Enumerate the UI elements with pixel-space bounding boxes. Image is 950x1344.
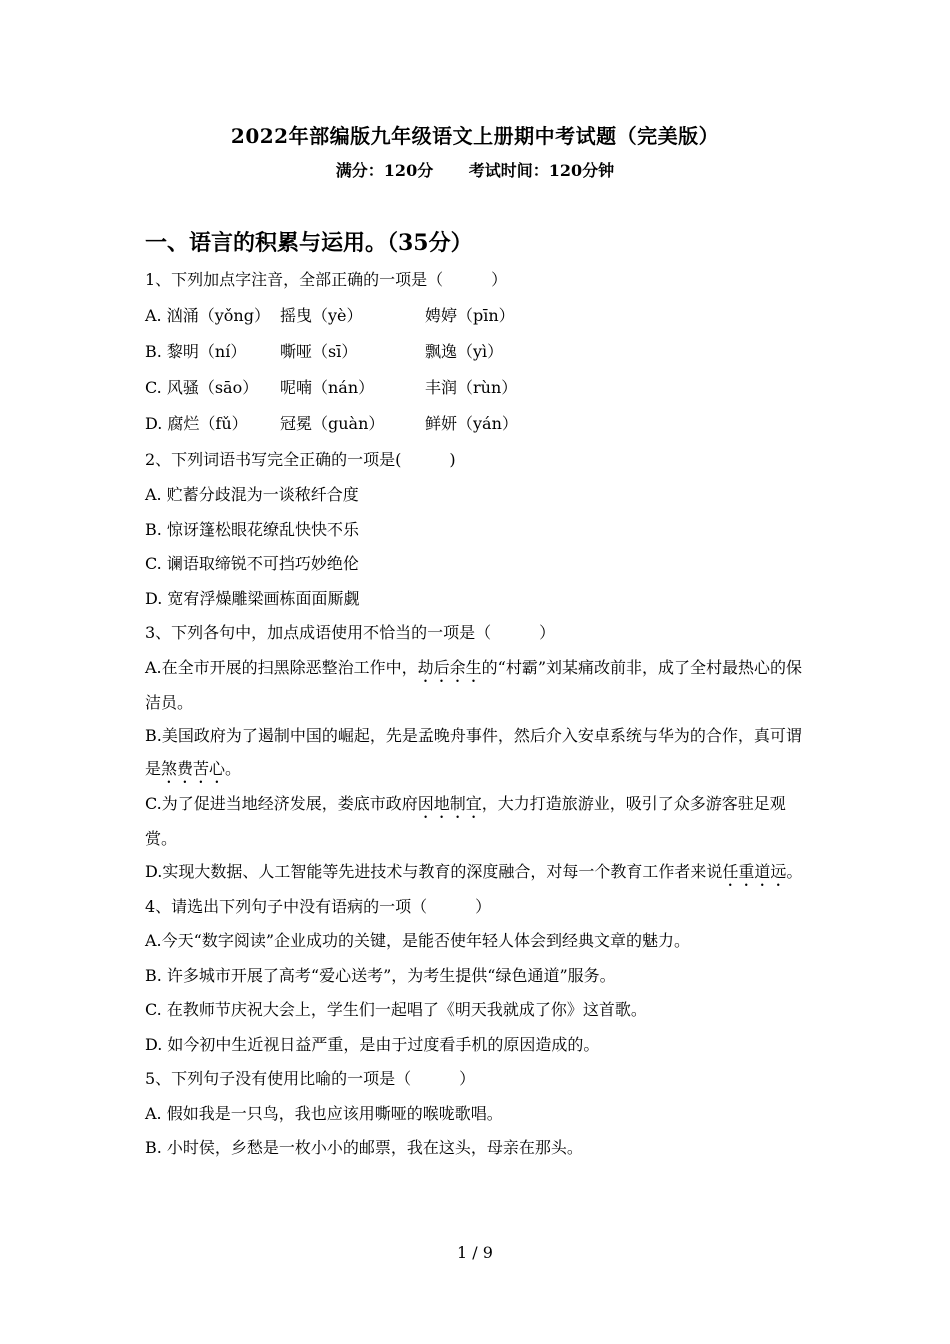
option-item: 娉婷（pīn） bbox=[425, 306, 515, 325]
option-item: B. 黎明（ní） bbox=[145, 342, 247, 361]
option-item: 冠冕（guàn） bbox=[280, 414, 385, 433]
option-item: 巧妙绝伦 bbox=[294, 554, 359, 573]
option-paragraph bbox=[145, 855, 815, 890]
questions bbox=[145, 262, 815, 1166]
option-text: 的“村霸”刘某痛改前非，成了全村最热心的保洁员。 bbox=[145, 657, 803, 712]
option-item: A. 贮蓄 bbox=[145, 485, 199, 504]
dotted-idiom: 煞费苦心 bbox=[161, 758, 226, 778]
option-item: 快快不乐 bbox=[294, 519, 359, 539]
option-text: D.实现大数据、人工智能等先进技术与教育的深度融合，对每一个教育工作者来说 bbox=[145, 861, 723, 881]
option-item: 眼花缭乱 bbox=[230, 519, 295, 539]
option-item: A. 汹涌（yǒng） bbox=[145, 306, 270, 325]
option-item: 嘶哑（sī） bbox=[280, 342, 358, 361]
option-item: C. 谰语 bbox=[145, 554, 199, 573]
option-text: A.在全市开展的扫黑除恶整治工作中， bbox=[145, 657, 418, 677]
option-item: 篷松 bbox=[198, 519, 231, 539]
exam-title: 2022年部编版九年级语文上册期中考试题（完美版） bbox=[230, 124, 720, 148]
option-item: B. 惊讶 bbox=[145, 519, 199, 539]
option-item: C. 风骚（sāo） bbox=[145, 378, 259, 397]
question-stem: 5、下列句子没有使用比喻的一项是（ ） bbox=[145, 1069, 476, 1088]
question-stem: 4、请选出下列句子中没有语病的一项（ ） bbox=[145, 896, 492, 916]
option-item: 飘逸（yì） bbox=[425, 342, 504, 361]
option-row bbox=[145, 547, 815, 582]
option-line: C. 在教师节庆祝大会上，学生们一起唱了《明天我就成了你》这首歌。 bbox=[145, 1000, 647, 1019]
option-item: D. 宽宥 bbox=[145, 588, 200, 608]
option-item: 丰润（rùn） bbox=[425, 378, 518, 397]
option-line: A. 假如我是一只鸟，我也应该用嘶哑的喉咙歌唱。 bbox=[145, 1103, 503, 1123]
option-item: 秾纤合度 bbox=[294, 485, 359, 504]
option-item: 雕梁画栋 bbox=[231, 588, 296, 608]
question-stem: 3、下列各句中，加点成语使用不恰当的一项是（ ） bbox=[145, 623, 556, 642]
option-paragraph bbox=[145, 787, 815, 855]
option-item: 分歧 bbox=[198, 485, 231, 504]
option-item: 取缔 bbox=[198, 554, 231, 573]
option-text: C.为了促进当地经济发展，娄底市政府 bbox=[145, 793, 418, 813]
option-item: 呢喃（nán） bbox=[280, 378, 375, 397]
option-row bbox=[145, 582, 815, 617]
option-item: D. 腐烂（fǔ） bbox=[145, 414, 248, 433]
dotted-idiom: 劫后余生 bbox=[417, 657, 482, 677]
option-paragraph bbox=[145, 719, 815, 787]
option-row bbox=[145, 406, 815, 442]
option-line: B. 小时侯，乡愁是一枚小小的邮票，我在这头，母亲在那头。 bbox=[145, 1138, 583, 1157]
option-row bbox=[145, 478, 815, 513]
option-row bbox=[145, 298, 815, 334]
option-paragraph bbox=[145, 651, 815, 719]
option-item: 摇曳（yè） bbox=[280, 306, 363, 325]
dotted-idiom: 任重道远 bbox=[722, 861, 787, 881]
page-number: 1 / 9 bbox=[457, 1243, 493, 1262]
option-item: 面面厮觑 bbox=[295, 588, 360, 608]
dotted-idiom: 因地制宜 bbox=[417, 793, 482, 813]
option-line: A.今天“数字阅读”企业成功的关键，是能否使年轻人体会到经典文章的魅力。 bbox=[145, 931, 691, 950]
option-text: 。 bbox=[225, 758, 242, 778]
question-stem: 1、下列加点字注音，全部正确的一项是（ ） bbox=[145, 270, 508, 289]
option-item: 浮燥 bbox=[199, 588, 232, 608]
exam-time: 考试时间：120分钟 bbox=[468, 161, 615, 180]
section-heading: 一、语言的积累与运用。（35分） bbox=[145, 230, 473, 256]
question-stem: 2、下列词语书写完全正确的一项是( ) bbox=[145, 450, 456, 469]
option-row bbox=[145, 513, 815, 548]
option-item: 混为一谈 bbox=[230, 485, 295, 504]
option-text: B.美国政府为了遏制中国的崛起，先是孟晚舟事件，然后介入安卓系统与华为的合作，真可谓是 bbox=[145, 725, 802, 778]
full-score: 满分：120分 bbox=[335, 161, 434, 180]
option-line: B. 许多城市开展了高考“爱心送考”，为考生提供“绿色通道”服务。 bbox=[145, 965, 616, 985]
exam-subtitle bbox=[0, 158, 950, 181]
option-line: D. 如今初中生近视日益严重，是由于过度看手机的原因造成的。 bbox=[145, 1034, 600, 1054]
option-text: 。 bbox=[786, 861, 803, 881]
option-item: 锐不可挡 bbox=[230, 554, 295, 573]
option-row bbox=[145, 370, 815, 406]
option-text: ，大力打造旅游业，吸引了众多游客驻足观赏。 bbox=[145, 793, 786, 848]
option-row bbox=[145, 334, 815, 370]
option-item: 鲜妍（yán） bbox=[425, 414, 518, 433]
